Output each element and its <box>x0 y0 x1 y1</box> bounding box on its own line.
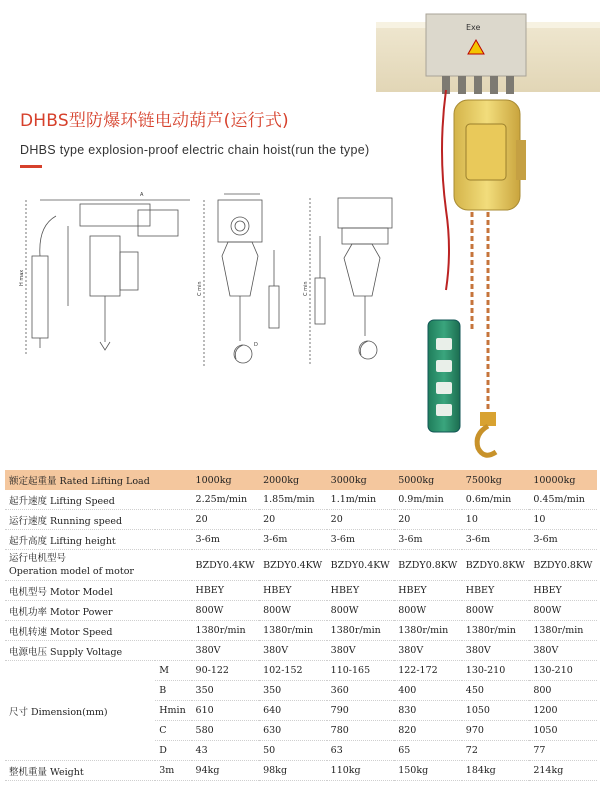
weight-value: 94kg <box>192 761 260 781</box>
dimension-value: 360 <box>327 681 395 701</box>
dimension-value: 122-172 <box>394 661 462 681</box>
row-sub-label <box>155 581 191 601</box>
row-value: 800W <box>529 601 597 621</box>
row-value: 1.85m/min <box>259 490 327 510</box>
row-label: 电源电压 Supply Voltage <box>5 641 155 661</box>
table-row <box>5 641 597 661</box>
table-row <box>5 601 597 621</box>
title-accent-bar <box>20 165 42 168</box>
row-value: 10 <box>529 510 597 530</box>
dimension-value: 780 <box>327 721 395 741</box>
row-label: 起升高度 Lifting height <box>5 530 155 550</box>
row-value: HBEY <box>394 581 462 601</box>
row-value: 800W <box>259 601 327 621</box>
row-value: BZDY0.8KW <box>462 550 530 581</box>
table-row <box>5 550 597 581</box>
dimension-value: 450 <box>462 681 530 701</box>
row-sub-label <box>155 621 191 641</box>
dimension-value: 970 <box>462 721 530 741</box>
dimension-value: 130-210 <box>462 661 530 681</box>
row-value: 800W <box>327 601 395 621</box>
row-value: 3-6m <box>462 530 530 550</box>
row-value: BZDY0.4KW <box>259 550 327 581</box>
header-value: 5000kg <box>394 470 462 490</box>
row-value: 1380r/min <box>529 621 597 641</box>
row-value: 1380r/min <box>327 621 395 641</box>
dimension-value: 102-152 <box>259 661 327 681</box>
weight-value: 184kg <box>462 761 530 781</box>
row-sub-label <box>155 641 191 661</box>
dimension-value: 820 <box>394 721 462 741</box>
weight-value: 98kg <box>259 761 327 781</box>
weight-value: 214kg <box>529 761 597 781</box>
technical-drawings <box>20 186 420 396</box>
row-value: 3-6m <box>192 530 260 550</box>
weight-sub-label: 3m <box>155 761 191 781</box>
row-value: 1380r/min <box>462 621 530 641</box>
row-value: 380V <box>394 641 462 661</box>
title-block <box>20 106 400 168</box>
dimension-value: 350 <box>192 681 260 701</box>
dim-label-a: A <box>140 192 144 198</box>
spec-table <box>5 470 597 781</box>
junction-box-label: Exe <box>466 23 481 32</box>
row-value: 380V <box>259 641 327 661</box>
row-value: 10 <box>462 510 530 530</box>
row-sub-label <box>155 490 191 510</box>
dimension-value: 580 <box>192 721 260 741</box>
row-value: 800W <box>394 601 462 621</box>
row-value: BZDY0.4KW <box>327 550 395 581</box>
page-subtitle: DHBS type explosion-proof electric chain hoist(run the type) <box>20 143 370 157</box>
table-row <box>5 490 597 510</box>
dim-label-c-right: C min <box>303 281 309 296</box>
dimension-value: 610 <box>192 701 260 721</box>
dimension-value: 110-165 <box>327 661 395 681</box>
dimension-value: 63 <box>327 741 395 761</box>
row-value: 0.45m/min <box>529 490 597 510</box>
table-row <box>5 621 597 641</box>
header-value: 3000kg <box>327 470 395 490</box>
row-sub-label <box>155 601 191 621</box>
row-label: 电机转速 Motor Speed <box>5 621 155 641</box>
dimension-sub-label: M <box>155 661 191 681</box>
dimension-value: 1050 <box>529 721 597 741</box>
weight-value: 150kg <box>394 761 462 781</box>
dimension-value: 800 <box>529 681 597 701</box>
header-value: 1000kg <box>192 470 260 490</box>
dimension-value: 77 <box>529 741 597 761</box>
dimension-sub-label: C <box>155 721 191 741</box>
dimension-sub-label: Hmin <box>155 701 191 721</box>
row-sub-label <box>155 550 191 581</box>
row-value: 20 <box>259 510 327 530</box>
table-header-row <box>5 470 597 490</box>
row-value: 380V <box>529 641 597 661</box>
row-label-line: 运行电机型号 <box>9 553 67 564</box>
row-label: 起升速度 Lifting Speed <box>5 490 155 510</box>
dimension-sub-label: D <box>155 741 191 761</box>
row-value: 20 <box>394 510 462 530</box>
dimension-value: 640 <box>259 701 327 721</box>
row-label-line: Operation model of motor <box>9 566 134 577</box>
row-value: 3-6m <box>529 530 597 550</box>
row-value: 380V <box>462 641 530 661</box>
row-value: 800W <box>192 601 260 621</box>
row-value: HBEY <box>327 581 395 601</box>
dimension-value: 43 <box>192 741 260 761</box>
dimension-value: 130-210 <box>529 661 597 681</box>
row-value: 800W <box>462 601 530 621</box>
row-value: 0.9m/min <box>394 490 462 510</box>
row-value: 380V <box>192 641 260 661</box>
row-value: 0.6m/min <box>462 490 530 510</box>
front-view-drawing <box>204 194 279 366</box>
header-value: 2000kg <box>259 470 327 490</box>
dimension-value: 350 <box>259 681 327 701</box>
row-sub-label <box>155 530 191 550</box>
row-value: BZDY0.8KW <box>529 550 597 581</box>
table-row <box>5 510 597 530</box>
table-row <box>5 530 597 550</box>
row-value: HBEY <box>192 581 260 601</box>
dimension-value: 790 <box>327 701 395 721</box>
row-value: BZDY0.4KW <box>192 550 260 581</box>
dimension-value: 90-122 <box>192 661 260 681</box>
dimension-value: 72 <box>462 741 530 761</box>
weight-value: 110kg <box>327 761 395 781</box>
dim-label-h: H max <box>19 269 25 286</box>
row-value: 1.1m/min <box>327 490 395 510</box>
row-value: HBEY <box>259 581 327 601</box>
header-value: 7500kg <box>462 470 530 490</box>
row-value: 20 <box>327 510 395 530</box>
page-title: DHBS型防爆环链电动葫芦(运行式) <box>20 111 289 131</box>
row-value: 3-6m <box>259 530 327 550</box>
dimension-value: 50 <box>259 741 327 761</box>
dimension-value: 1200 <box>529 701 597 721</box>
table-row <box>5 581 597 601</box>
row-value: 1380r/min <box>259 621 327 641</box>
row-label: 电机型号 Motor Model <box>5 581 155 601</box>
row-label <box>5 550 155 581</box>
dimension-value: 1050 <box>462 701 530 721</box>
side-view-drawing <box>26 200 190 356</box>
row-value: HBEY <box>462 581 530 601</box>
row-value: BZDY0.8KW <box>394 550 462 581</box>
row-value: 3-6m <box>327 530 395 550</box>
header-value: 10000kg <box>529 470 597 490</box>
dimension-value: 630 <box>259 721 327 741</box>
table-row <box>5 761 597 781</box>
dimension-value: 830 <box>394 701 462 721</box>
dimension-value: 400 <box>394 681 462 701</box>
dim-label-d: D <box>254 342 258 348</box>
dimension-sub-label: B <box>155 681 191 701</box>
row-value: HBEY <box>529 581 597 601</box>
dimension-value: 65 <box>394 741 462 761</box>
dim-label-c-left: C min <box>197 281 203 296</box>
row-value: 1380r/min <box>394 621 462 641</box>
product-photo <box>376 0 600 470</box>
row-value: 1380r/min <box>192 621 260 641</box>
row-value: 3-6m <box>394 530 462 550</box>
weight-label: 整机重量 Weight <box>5 761 155 781</box>
row-sub-label <box>155 510 191 530</box>
row-label: 运行速度 Running speed <box>5 510 155 530</box>
row-value: 20 <box>192 510 260 530</box>
row-label: 电机功率 Motor Power <box>5 601 155 621</box>
table-row <box>5 661 597 681</box>
dimension-label: 尺寸 Dimension(mm) <box>5 661 155 761</box>
header-label: 额定起重量 Rated Lifting Load <box>5 470 192 490</box>
row-value: 380V <box>327 641 395 661</box>
row-value: 2.25m/min <box>192 490 260 510</box>
